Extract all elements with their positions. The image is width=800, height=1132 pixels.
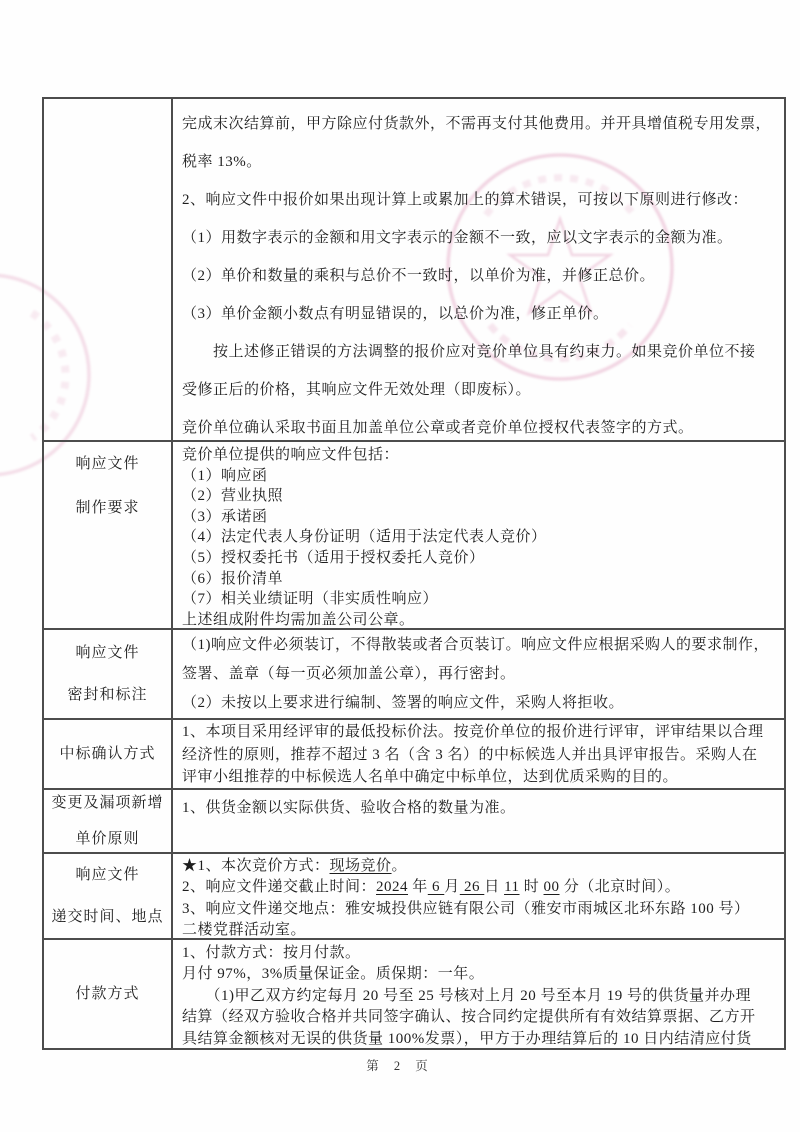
text-line: （1）用数字表示的金额和用文字表示的金额不一致，应以文字表示的金额为准。 — [182, 230, 733, 246]
row-label — [44, 790, 173, 852]
text-line: 经济性的原则，推荐不超过 3 名（含 3 名）的中标候选人并出具评审报告。采购人在 — [182, 746, 758, 763]
text-line: 付款方式 — [75, 986, 140, 1002]
row-label — [44, 442, 173, 628]
text-line: 竞价单位提供的响应文件包括： — [182, 447, 400, 463]
row-label — [44, 630, 173, 718]
text-line: 2、响应文件中报价如果出现计算上或累加上的算术错误，可按以下原则进行修改： — [182, 192, 749, 208]
text-line: （2）单价和数量的乘积与总价不一致时，以单价为准，并修正总价。 — [182, 268, 656, 284]
text-line: （2）营业执照 — [182, 488, 284, 505]
text-line: 1、付款方式：按月付款。 — [182, 945, 361, 961]
text-line: 1、供货金额以实际供货、验收合格的数量为准。 — [182, 800, 516, 816]
text-line: 受修正后的价格，其响应文件无效处理（即废标）。 — [182, 382, 532, 398]
row-content-price-correction — [173, 99, 784, 440]
row-label — [44, 854, 173, 938]
document-table — [42, 97, 786, 1050]
text-line: ★1、本次竞价方式：现场竞价。 — [182, 858, 408, 874]
text-line: 变更及漏项新增 — [51, 795, 164, 811]
table-row-change-unit-price — [44, 790, 784, 854]
text-line: （5）授权委托书（适用于授权委托人竞价） — [182, 549, 485, 566]
table-row-payment-method — [44, 940, 784, 1048]
text-line: 评审小组推荐的中标候选人名单中确定中标单位，达到优质采购的目的。 — [182, 769, 679, 785]
text-line: 竞价单位确认采取书面且加盖单位公章或者竞价单位授权代表签字的方式。 — [182, 420, 694, 436]
row-content-payment-terms — [173, 940, 784, 1048]
text-line: 1、本项目采用经评审的最低投标价法。按竞价单位的报价进行评审，评审结果以合理 — [182, 724, 764, 740]
row-label-empty — [44, 99, 173, 440]
text-line: 密封和标注 — [67, 687, 148, 703]
text-line: 月付 97%，3%质量保证金。质保期：一年。 — [182, 966, 485, 983]
text-line: 响应文件 — [75, 645, 140, 661]
text-line: 单价原则 — [75, 831, 140, 847]
table-row-response-doc-requirements — [44, 442, 784, 630]
text-line: 3、响应文件递交地点：雅安城投供应链有限公司（雅安市雨城区北环东路 100 号） — [182, 900, 750, 917]
text-line: （4）法定代表人身份证明（适用于法定代表人竞价） — [182, 529, 547, 546]
text-line: 税率 13%。 — [182, 154, 262, 170]
row-content-award-method — [173, 720, 784, 788]
text-line: 结算（经双方验收合格并共同签字确认、按合同约定提供所有有效结算票据、乙方开 — [182, 1009, 756, 1026]
text-line: 按上述修正错误的方法调整的报价应对竞价单位具有约束力。如果竞价单位不接 — [182, 344, 756, 360]
table-row-submission-time-place — [44, 854, 784, 940]
text-line: 二楼党群活动室。 — [182, 922, 307, 939]
text-line: （1)响应文件必须装订，不得散装或者合页装订。响应文件应根据采购人的要求制作， — [182, 637, 769, 653]
page-number: 第 2 页 — [366, 1059, 434, 1073]
text-line: 上述组成附件均需加盖公司公章。 — [182, 611, 415, 628]
text-line: 响应文件 — [75, 867, 140, 883]
text-line: （6）报价清单 — [182, 570, 284, 587]
table-row-continuation — [44, 99, 784, 442]
row-label — [44, 720, 173, 788]
text-line: （3）单价金额小数点有明显错误的，以总价为准，修正单价。 — [182, 306, 609, 322]
row-content-sealing-rules — [173, 630, 784, 718]
text-line: （3）承诺函 — [182, 508, 268, 525]
row-content-submission-details — [173, 854, 784, 938]
row-content-doc-list — [173, 442, 784, 628]
text-line: 中标确认方式 — [59, 746, 156, 762]
text-line: 制作要求 — [75, 500, 140, 516]
text-line: （1）响应函 — [182, 467, 268, 484]
text-line: 响应文件 — [75, 456, 140, 472]
text-line: 完成末次结算前，甲方除应付货款外，不需再支付其他费用。并开具增值税专用发票， — [182, 116, 772, 132]
text-line: 递交时间、地点 — [51, 909, 164, 925]
text-line: 签署、盖章（每一页必须加盖公章），再行密封。 — [182, 666, 516, 682]
text-line: 具结算金额核对无误的供货量 100%发票），甲方于办理结算后的 10 日内结清应付货 — [182, 1030, 752, 1047]
row-label — [44, 940, 173, 1048]
text-line: 2、响应文件递交截止时间：2024 年 6 月 26 日 11 时 00 分（北京时间）。 — [182, 879, 681, 896]
text-line: （1)甲乙双方约定每月 20 号至 25 号核对上月 20 号至本月 19 号的供货量并办理 — [182, 987, 751, 1004]
text-line: （2）未按以上要求进行编制、签署的响应文件，采购人将拒收。 — [182, 695, 625, 711]
table-row-sealing-marking — [44, 630, 784, 720]
row-content-supply-amount — [173, 790, 784, 852]
table-row-award-confirmation — [44, 720, 784, 790]
text-line: （7）相关业绩证明（非实质性响应） — [182, 591, 439, 608]
